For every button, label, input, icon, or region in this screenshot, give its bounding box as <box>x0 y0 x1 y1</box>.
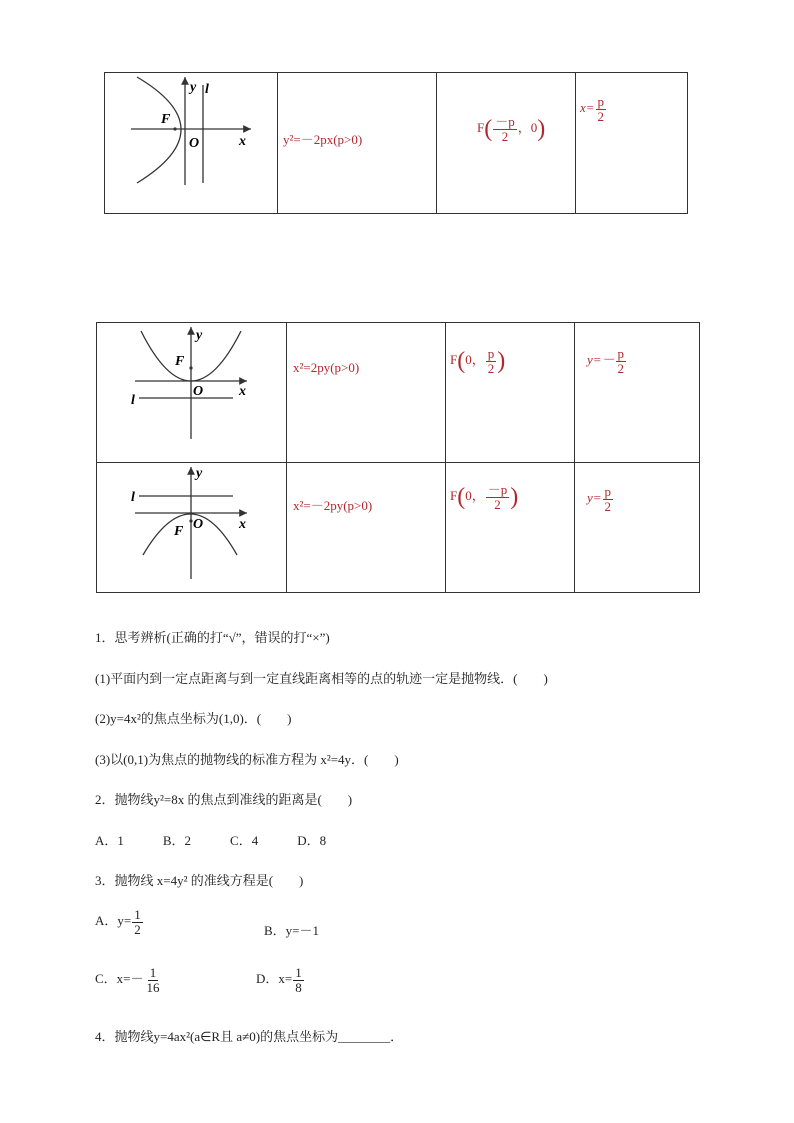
focus-text: F(0， $\frac{p}{2}$ ) <box>450 346 506 376</box>
question-1-1: (1)平面内到一定点距离与到一定直线距离相等的点的轨迹一定是抛物线．( ) <box>95 671 548 686</box>
question-3-option-d: D．x= $\frac{1}{8}$ <box>256 965 302 995</box>
question-2: 2．抛物线y²=8x 的焦点到准线的距离是( ) <box>95 792 353 807</box>
graph-cell <box>105 73 278 214</box>
up-parabola-graph <box>97 323 286 458</box>
label-l: l <box>205 82 209 97</box>
directrix-text: y=－ $\frac{p}{2}$ <box>587 346 625 376</box>
question-3-option-a: A．y= $\frac{1}{2}$ <box>95 907 141 937</box>
focus-cell <box>437 73 576 214</box>
label-x: x <box>239 134 246 149</box>
question-4: 4．抛物线y=4ax²(a∈R且 a≠0)的焦点坐标为________． <box>95 1029 404 1044</box>
label-O: O <box>193 517 204 532</box>
down-parabola-graph <box>97 463 286 588</box>
equation-text: x²=2py(p>0) <box>293 360 360 375</box>
equation-text: x²=－2py(p>0) <box>293 498 373 513</box>
question-2-options: A．1 B．2 C．4 D．8 <box>95 833 327 848</box>
label-O: O <box>193 384 204 399</box>
label-y: y <box>196 328 203 343</box>
label-y: y <box>190 80 197 95</box>
directrix-cell <box>576 73 688 214</box>
label-O: O <box>189 136 200 151</box>
label-x: x <box>239 517 246 532</box>
focus-cell-up <box>446 323 575 463</box>
directrix-text: x= $\frac{p}{2}$ <box>580 94 605 124</box>
graph-cell-up <box>97 323 287 463</box>
question-3: 3．抛物线 x=4y² 的准线方程是( ) <box>95 873 304 888</box>
focus-text: F( $\frac{-p}{2}$ ，0) <box>477 114 546 144</box>
equation-text: y²=－2px(p>0) <box>283 132 363 147</box>
equation-cell-up <box>287 323 446 463</box>
question-1-2: (2)y=4x²的焦点坐标为(1,0)．( ) <box>95 711 292 726</box>
question-3-option-c: C．x=－ $\frac{1}{16}$ <box>95 965 160 995</box>
label-l: l <box>131 393 135 408</box>
question-1: 1．思考辨析(正确的打“√”，错误的打“×”) <box>95 630 330 645</box>
label-y: y <box>196 466 203 481</box>
label-F: F <box>175 354 185 369</box>
directrix-cell-up <box>575 323 700 463</box>
directrix-cell-down <box>575 463 700 593</box>
label-F: F <box>161 112 171 127</box>
equation-cell <box>278 73 437 214</box>
label-l: l <box>131 490 135 505</box>
left-parabola-graph <box>105 73 277 209</box>
directrix-text: y= $\frac{p}{2}$ <box>587 484 612 514</box>
graph-cell-down <box>97 463 287 593</box>
equation-cell-down <box>287 463 446 593</box>
label-x: x <box>239 384 246 399</box>
focus-text: F(0， $\frac{-p}{2}$ ) <box>450 482 519 512</box>
question-3-option-b: B．y=－1 <box>264 923 320 938</box>
parabola-table-vertical <box>96 322 700 593</box>
parabola-table-left-opening <box>104 72 688 214</box>
focus-cell-down <box>446 463 575 593</box>
label-F: F <box>174 524 184 539</box>
question-1-3: (3)以(0,1)为焦点的抛物线的标准方程为 x²=4y．( ) <box>95 752 399 767</box>
